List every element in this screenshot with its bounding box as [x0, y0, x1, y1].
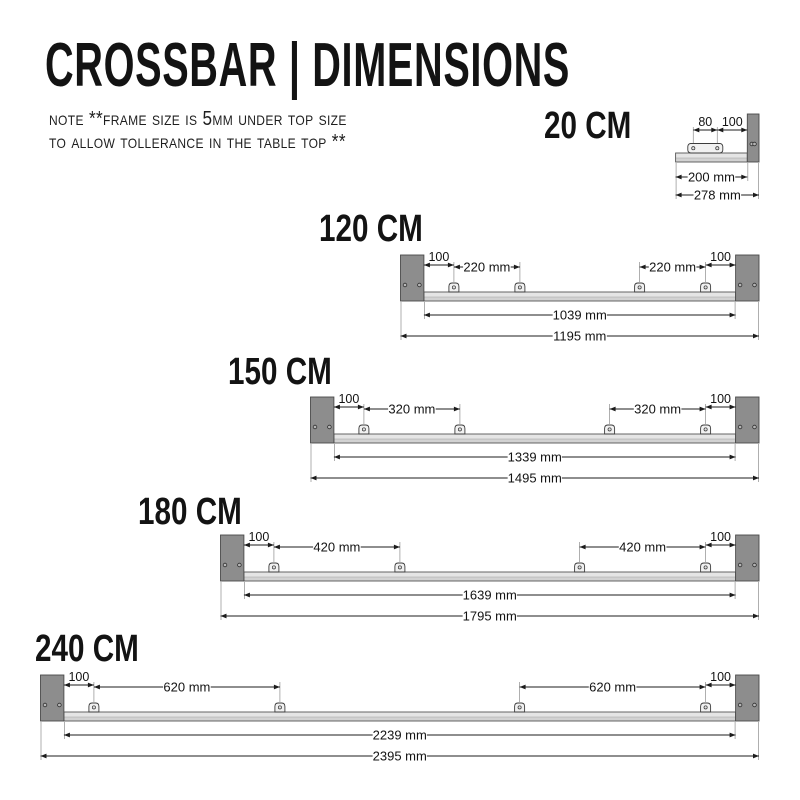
dimension-arrow [700, 407, 706, 412]
leg-hole [58, 703, 62, 707]
bracket-hole [704, 428, 707, 431]
dimension-arrow [454, 265, 460, 270]
dimension-label: 1039 mm [552, 307, 607, 323]
dimension-label: 1639 mm [462, 587, 517, 603]
dimension-label: 220 mm [463, 259, 511, 275]
dimension-label: 620 mm [589, 679, 637, 695]
size-label-120cm: 120 CM [319, 208, 423, 250]
leg [311, 397, 334, 443]
dimension-label: 2239 mm [372, 727, 427, 743]
dimension-label: 220 mm [649, 259, 697, 275]
bracket-hole [716, 147, 719, 150]
dimension-label: 100 [710, 670, 732, 684]
leg [736, 255, 759, 301]
dimension-arrow [514, 265, 520, 270]
size-label-20cm: 20 CM [544, 105, 632, 147]
dimension-arrow [274, 685, 280, 690]
dimension-label: 278 mm [693, 187, 741, 203]
dimension-label: 100 [248, 530, 270, 544]
crossbar-lower-edge [64, 717, 736, 721]
leg [221, 535, 244, 581]
dimension-label: 100 [338, 392, 360, 406]
dimension-label: 2395 mm [372, 748, 427, 764]
diagram-240cm [41, 670, 760, 764]
leg-hole [328, 425, 332, 429]
dimension-label: 620 mm [163, 679, 211, 695]
bracket-hole [272, 566, 275, 569]
dimension-arrow [676, 193, 682, 198]
leg-hole [313, 425, 317, 429]
bracket-hole [704, 286, 707, 289]
dimension-arrow [364, 407, 370, 412]
dimension-label: 100 [721, 115, 743, 129]
dimension-label: 80 [698, 115, 713, 129]
dimension-label: 1795 mm [462, 608, 517, 624]
dimension-arrow [610, 407, 616, 412]
diagram-150cm [311, 392, 760, 486]
crossbar-lower-edge [424, 297, 736, 301]
dimension-arrow [580, 545, 586, 550]
dimension-arrow [274, 545, 280, 550]
dimension-label: 320 mm [388, 401, 436, 417]
leg-hole [753, 283, 757, 287]
leg-hole [753, 142, 757, 146]
bracket-hole [578, 566, 581, 569]
bracket-hole [692, 147, 695, 150]
leg-hole [738, 563, 742, 567]
bracket-hole [638, 286, 641, 289]
bracket-hole [518, 286, 521, 289]
page-title: CROSSBAR | DIMENSIONS [45, 31, 570, 100]
size-label-240cm: 240 CM [35, 628, 139, 670]
dimension-label: 420 mm [619, 539, 667, 555]
leg-hole [43, 703, 47, 707]
size-label-180cm: 180 CM [138, 491, 242, 533]
dimension-label: 1495 mm [507, 470, 562, 486]
dimension-label: 100 [710, 530, 732, 544]
dimension-arrow [41, 754, 47, 759]
leg [736, 675, 759, 721]
dimension-arrow [700, 685, 706, 690]
dimension-label: 200 mm [687, 169, 735, 185]
bracket-hole [518, 706, 521, 709]
size-label-150cm: 150 CM [228, 351, 332, 393]
leg-hole [753, 703, 757, 707]
dimension-arrow [394, 545, 400, 550]
note-line-2: to allow tollerance in the table top ** [49, 131, 346, 153]
dimension-arrow [94, 685, 100, 690]
leg-hole [738, 703, 742, 707]
leg [41, 675, 64, 721]
dimension-label: 100 [68, 670, 90, 684]
leg [747, 114, 759, 162]
leg-hole [738, 283, 742, 287]
bracket-hole [704, 566, 707, 569]
leg-hole [738, 425, 742, 429]
bracket-hole [398, 566, 401, 569]
dimension-label: 1195 mm [553, 328, 607, 344]
dimension-arrow [676, 175, 682, 180]
dimension-label: 100 [710, 250, 732, 264]
leg [401, 255, 424, 301]
leg-hole [753, 425, 757, 429]
dimension-arrow [520, 685, 526, 690]
crossbar-lower-edge [676, 158, 748, 162]
dimension-arrow [640, 265, 646, 270]
dimension-arrow [454, 407, 460, 412]
leg-hole [753, 563, 757, 567]
dimension-label: 100 [710, 392, 732, 406]
bracket-hole [458, 428, 461, 431]
diagram-180cm [221, 530, 760, 624]
leg-hole [223, 563, 227, 567]
diagram-20cm [676, 114, 759, 203]
dimension-arrow [700, 545, 706, 550]
bracket-hole [452, 286, 455, 289]
leg [736, 535, 759, 581]
bracket-hole [608, 428, 611, 431]
dimension-label: 1339 mm [507, 449, 562, 465]
crossbar-lower-edge [334, 439, 736, 443]
dimension-arrow [741, 175, 747, 180]
note-line-1: note **frame size is 5mm under top size [49, 108, 347, 130]
dimension-label: 320 mm [634, 401, 682, 417]
bracket-hole [704, 706, 707, 709]
crossbar-lower-edge [244, 577, 736, 581]
leg-hole [238, 563, 242, 567]
dimension-arrow [700, 265, 706, 270]
leg [736, 397, 759, 443]
leg-hole [418, 283, 422, 287]
bracket-hole [278, 706, 281, 709]
dimension-label: 100 [428, 250, 450, 264]
bracket-hole [362, 428, 365, 431]
dimension-label: 420 mm [313, 539, 361, 555]
leg-hole [403, 283, 407, 287]
bracket-hole [92, 706, 95, 709]
diagram-120cm [401, 250, 760, 344]
